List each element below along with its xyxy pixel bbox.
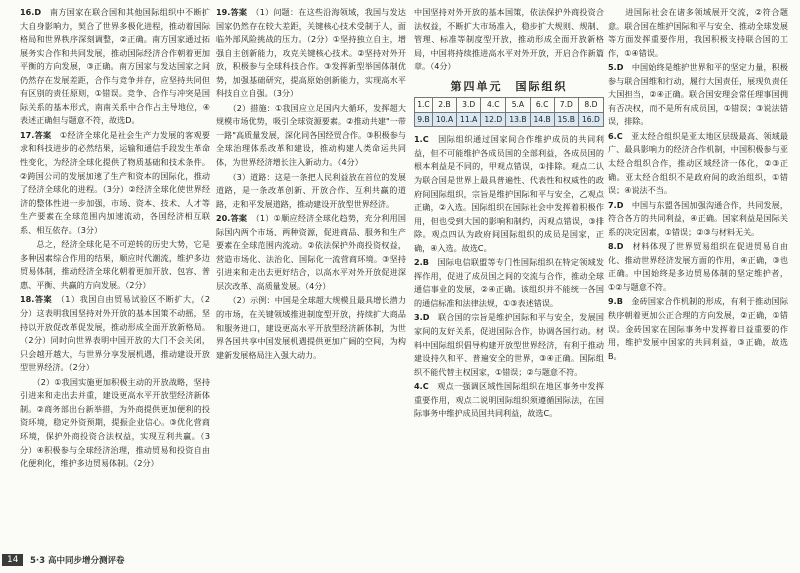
answer-key-cell: 12.D [481,112,506,127]
answer-text: （1）我国自由贸易试验区不断扩大，（2分）这表明我国坚持对外开放的基本国策不动摇，坚持以开放促改革促发展，推动形成全面开放新格局。（2分）同时向世界表明中国开放的大门不会关闭，只会越开越大，与世界分享发展机遇，推动建设开放型世界经济。（2分） [20,294,210,373]
answer-key-cell: 2.B [432,98,456,113]
question-number: 20.答案 [216,213,248,224]
answer-text: ①经济全球化是社会生产力发展的客观要求和科技进步的必然结果，运输和通信手段发生革命性变化，为经济全球化提供了物质基础和技术条件。②跨国公司的发展加速了生产和资本的国际化，推动了经济全球化的进程。（3分）②经济全球化使世界经济的整体性进一步加强，市场、资本、技术、人才等生产要素在全球范围内加速流动，各国经济相互联系、相互依存。（3分） [20,129,210,235]
answer-key-cell: 9.B [415,112,433,127]
answer-paragraph [20,6,210,128]
question-number: 18.答案 [20,294,53,305]
answer-key-cell: 3.D [457,98,481,113]
answer-key-cell: 11.A [457,112,481,127]
answer-paragraph [414,380,604,421]
publication-name: 5·3 高中同步增分测评卷 [30,556,125,566]
answer-key-cell: 8.D [578,98,603,113]
answer-text: （1）①顺应经济全球化趋势，充分利用国际国内两个市场、两种资源，促进商品、服务和生产要素在全球范围内流动。②依法保护外商投资权益，营造市场化、法治化、国际化一流营商环境。③坚持引进来和走出去更好结合，以高水平对外开放促进深层次改革、高质量发展。（4分） [216,213,406,291]
answer-key-cell: 10.A [432,112,456,127]
answer-paragraph [608,295,788,363]
answer-paragraph [216,212,406,293]
answer-key-cell: 4.C [481,98,506,113]
answer-text: 国际电信联盟等专门性国际组织在特定领域发挥作用，促进了成员国之间的交流与合作，推动全球通信事业的发展，②④正确。该组织并不能统一各国的通信标准和法律法规，①③表述错误。 [414,257,604,308]
answer-text: 进国际社会在诸多领域展开交流，②符合题意。联合国在维护国际和平与安全、推动全球发展等方面发挥重要作用，我国积极支持联合国的工作，①④错误。 [608,7,788,58]
column-1 [20,6,210,546]
answer-key-cell: 13.B [506,112,530,127]
answer-paragraph [20,238,210,292]
answer-text: 材料体现了世界贸易组织在促进贸易自由化、推动世界经济发展方面的作用，④正确，③也正确。中国始终是多边贸易体制的坚定维护者，①②与题意不符。 [608,241,788,292]
answer-paragraph [216,171,406,212]
answer-paragraph [608,199,788,240]
paragraph: 中国坚持对外开放的基本国策，依法保护外商投资合法权益，不断扩大市场准入，稳步扩大规则、规制、管理、标准等制度型开放，推动形成全面开放新格局，中国将持续推进高水平对外开放，开启合作新篇章。（4分） [414,7,604,72]
unit-title: 第四单元 国际组织 [450,79,568,93]
question-number: 6.C [608,130,623,141]
answer-text: （3）道路：这是一条把人民利益放在首位的发展道路，是一条改革创新、开放合作、互利共赢的道路，走和平发展道路，推动建设开放型世界经济。 [216,171,406,209]
question-number: 9.B [608,296,623,307]
answer-paragraph [414,133,604,255]
question-number: 2.B [414,257,429,268]
answer-key-cell: 16.D [578,112,603,127]
answer-text: 国际组织通过国家间合作维护成员的共同利益，但不可能维护各成员国的全部利益，各成员国的根本利益是不同的，甲观点错误，①排除。观点二认为联合国是世界上最具普遍性、代表性和权威性的政府间国际组织，宗旨是维护国际和平与安全，乙观点正确，②入选。国际组织在国际社会中发挥着积极作用，但也受到大国的影响和制约，丙观点错误，③排除。观点四认为政府间国际组织的成员是国家，正确，④入选。故选C。 [414,134,604,253]
answer-paragraph [608,6,788,60]
question-number: 7.D [608,199,624,210]
answer-paragraph [216,6,406,101]
answer-paragraph [20,293,210,374]
answer-paragraph [216,294,406,362]
question-number: 4.C [414,381,429,392]
answer-text: （1）问题：在这些沿海领域，我国与发达国家仍然存在较大差距，关键核心技术受制于人，面临外部风险挑战的压力。（2分）①坚持独立自主，增强自主创新能力，攻克关键核心技术。②坚持对外开放，积极参与全球科技合作。③发挥新型举国体制优势，加强基础研究，提高原始创新能力，实现高水平科技自立自强。（3分） [216,7,406,99]
answer-text: （2）示例：中国是全球超大规模且最具增长潜力的市场，在关键领域推进制度型开放，持续扩大商品和服务进口，建设更高水平开放型经济新体制，为世界各国共享中国发展机遇提供更加广阔的空间，为构建新发展格局注入强大动力。 [216,295,406,360]
answer-paragraph [608,240,788,294]
answer-key-cell: 1.C [415,98,433,113]
answer-paragraph [608,130,788,198]
answer-paragraph [20,376,210,471]
answer-paragraph [216,102,406,170]
answer-key-table [414,97,604,127]
column-3 [414,6,604,566]
answer-text: 金砖国家合作机制的形成，有利于推动国际秩序朝着更加公正合理的方向发展，②正确，①错误。金砖国家在国际事务中发挥着日益重要的作用，维护发展中国家的共同利益，③正确，故选B。 [608,296,788,361]
question-number: 17.答案 [20,129,52,140]
answer-paragraph [414,256,604,310]
answer-key-cell: 14.B [530,112,554,127]
question-number: 5.D [608,62,624,73]
answer-paragraph [608,61,788,129]
question-number: 16.D [20,7,42,17]
answer-text: （2）①我国实施更加积极主动的开放战略，坚持引进来和走出去并重，建设更高水平开放型经济新体制。②商务部出台新举措，为外商提供更加便利的投资环境，稳定外资预期，提振企业信心。③优化营商环境，保护外商投资合法权益，实现互利共赢。（3分）④积极参与全球经济治理，推动贸易和投资自由化便利化，维护多边贸易体制。（2分） [20,376,210,469]
answer-text: 亚太经合组织是亚太地区层级最高、领域最广、最具影响力的经济合作机制，中国积极参与亚太经合组织合作，推动区域经济一体化，②③正确。亚太经合组织不是政府间的政治组织，①错误；④说法不当。 [608,130,788,196]
column-2 [216,6,406,566]
column-4 [608,6,788,566]
question-number: 8.D [608,241,624,252]
page-footer [0,549,300,573]
question-number: 3.D [414,312,430,323]
answer-text: （2）措施：①我国应立足国内大循环，发挥超大规模市场优势，吸引全球资源要素。②推动共建"一带一路"高质量发展，深化同各国经贸合作。③积极参与全球治理体系改革和建设，推动构建人类命运共同体，为世界经济增长注入新动力。（4分） [216,102,406,168]
answer-text: 中国与东盟各国加强沟通合作，共同发展，符合各方的共同利益，④正确。国家利益是国际关系的决定因素，①错误；②③与材料无关。 [608,199,788,237]
answer-text: 观点一强调区域性国际组织在地区事务中发挥重要作用，观点二说明国际组织须遵循国际法，在国际事务中维护成员国共同利益，故选C。 [414,381,604,419]
answer-key-cell: 7.D [554,98,578,113]
page-number: 14 [2,554,23,566]
answer-paragraph [20,129,210,237]
question-number: 19.答案 [216,7,248,17]
answer-key-cell: 6.C [530,98,554,113]
answer-paragraph [414,311,604,379]
answer-text: 中国始终是维护世界和平的坚定力量，积极参与联合国维和行动，履行大国责任，展现负责任大国担当，②④正确。联合国安理会常任理事国拥有否决权，而不是所有成员国，①错误；③说法错误，排除。 [608,62,788,127]
answer-text: 南方国家在联合国和其他国际组织中不断扩大自身影响力，契合了世界多极化进程，推动着国际格局和世界秩序深刻调整，②正确。南方国家通过拓展务实合作和共同发展，推动国际经济合作朝着更加平衡的方向发展，③正确。南方国家与发达国家之间仍然存在发展差距，合作与竞争并存，应坚持共同但有区别的责任原则，①错误。竞争、合作与冲突是国际关系的基本形式，南南关系中合作占主导地位，④表述正确但与题意不符，故选D。 [20,7,210,126]
answer-text: 联合国的宗旨是维护国际和平与安全，发展国家间的友好关系，促进国际合作，协调各国行动。材料中国际组织倡导构建开放型世界经济，有利于推动建设持久和平、普遍安全的世界，③④正确。国际组织不能代替主权国家，①错误；②与题意不符。 [414,312,604,377]
question-number: 1.C [414,134,429,145]
answer-key-cell: 15.B [554,112,578,127]
answer-text: 总之，经济全球化是不可逆转的历史大势，它是多种因素综合作用的结果，顺应时代潮流，维护多边贸易体制，推动经济全球化朝着更加开放、包容、普惠、平衡、共赢的方向发展。（2分） [20,239,210,290]
answer-key-cell: 5.A [506,98,530,113]
